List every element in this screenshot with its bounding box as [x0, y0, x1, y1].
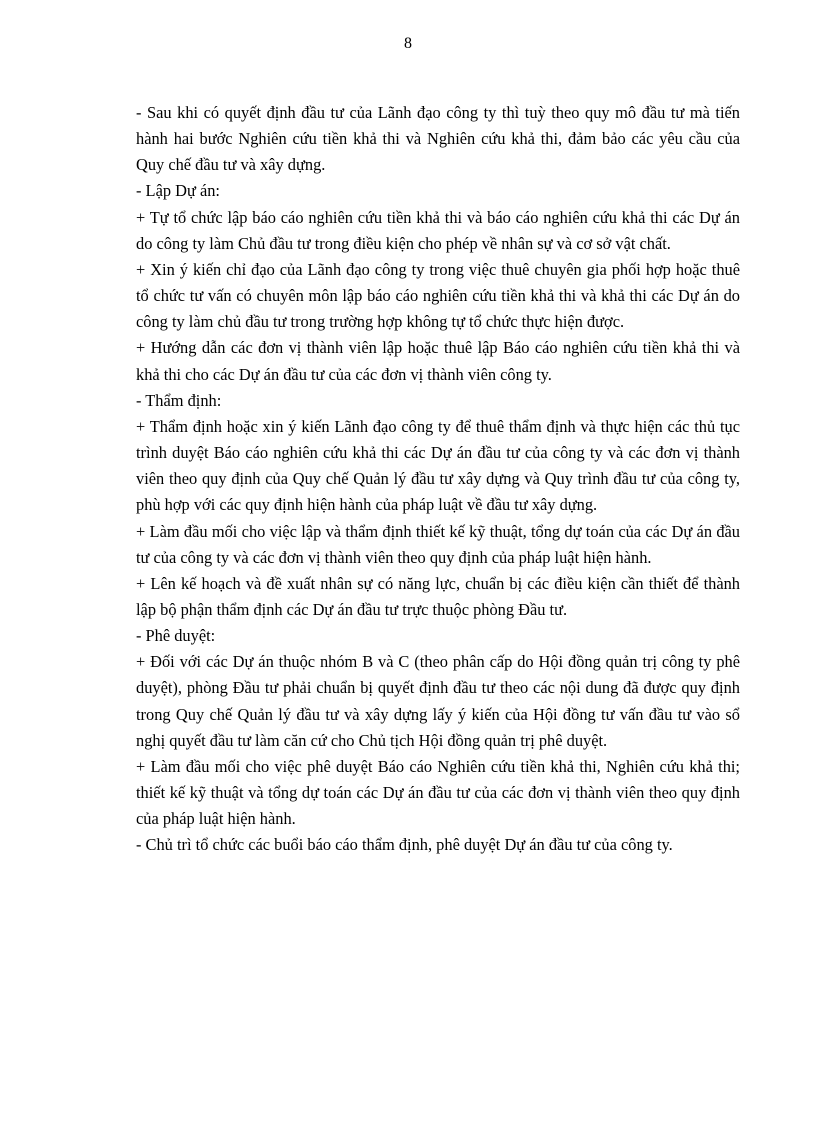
- paragraph-group-b-c-projects: + Đối với các Dự án thuộc nhóm B và C (theo phân cấp do Hội đồng quản trị công ty phê duyệt), phòng Đầu tư phải chuẩn bị quyết định đầu tư theo các nội dung đã được quy định trong Quy chế Quản lý đầu tư và xây dựng lấy ý kiến của Hội đồng tư vấn đầu tư vào sổ nghị quyết đầu tư làm căn cứ cho Chủ tịch Hội đồng quản trị phê duyệt.: [136, 652, 740, 750]
- paragraph-chair-sessions: - Chủ trì tổ chức các buổi báo cáo thẩm định, phê duyệt Dự án đầu tư của công ty.: [136, 835, 673, 855]
- heading-appraisal: - Thẩm định:: [136, 390, 222, 410]
- paragraph-staffing-plan: + Lên kế hoạch và đề xuất nhân sự có năng lực, chuẩn bị các điều kiện cần thiết để thành lập bộ phận thẩm định các Dự án đầu tư trực thuộc phòng Đầu tư.: [136, 573, 740, 619]
- paragraph-approval-focal-point: + Làm đầu mối cho việc phê duyệt Báo cáo Nghiên cứu tiền khả thi, Nghiên cứu khả thi; thiết kế kỹ thuật và tổng dự toán các Dự án đầu tư của các đơn vị thành viên theo quy định của pháp luật hiện hành.: [136, 756, 740, 829]
- paragraph-guide-member-units: + Hướng dẫn các đơn vị thành viên lập hoặc thuê lập Báo cáo nghiên cứu tiền khả thi và khả thi cho các Dự án đầu tư của các đơn vị thành viên công ty.: [136, 338, 740, 384]
- document-body: [136, 100, 740, 859]
- paragraph-appraise-feasibility: + Thẩm định hoặc xin ý kiến Lãnh đạo công ty để thuê thẩm định và thực hiện các thủ tục trình duyệt Báo cáo nghiên cứu khả thi các Dự án đầu tư của công ty và các đơn vị thành viên theo quy định của Quy chế Quản lý đầu tư xây dựng và Quy trình đầu tư của công ty, phù hợp với các quy định hiện hành của pháp luật về đầu tư xây dựng.: [136, 416, 740, 515]
- page-number: 8: [404, 35, 412, 52]
- paragraph-technical-design-focal-point: + Làm đầu mối cho việc lập và thẩm định thiết kế kỹ thuật, tổng dự toán của các Dự án đầu tư của công ty và các đơn vị thành viên theo quy định của pháp luật hiện hành.: [136, 521, 740, 567]
- heading-project-preparation: - Lập Dự án:: [136, 181, 220, 201]
- heading-approval: - Phê duyệt:: [136, 626, 216, 646]
- paragraph-seek-guidance-consultants: + Xin ý kiến chỉ đạo của Lãnh đạo công ty trong việc thuê chuyên gia phối hợp hoặc thuê tổ chức tư vấn có chuyên môn lập báo cáo nghiên cứu tiền khả thi và khả thi các Dự án do công ty làm chủ đầu tư trong trường hợp không tự tổ chức thực hiện được.: [136, 259, 740, 332]
- paragraph-investment-decision: - Sau khi có quyết định đầu tư của Lãnh đạo công ty thì tuỳ theo quy mô đầu tư mà tiến hành hai bước Nghiên cứu tiền khả thi và Nghiên cứu khả thi, đảm bảo các yêu cầu của Quy chế đầu tư và xây dựng.: [136, 103, 740, 175]
- paragraph-self-organize-reports: + Tự tổ chức lập báo cáo nghiên cứu tiền khả thi và báo cáo nghiên cứu khả thi các Dự án do công ty làm Chủ đầu tư trong điều kiện cho phép về nhân sự và cơ sở vật chất.: [136, 207, 740, 253]
